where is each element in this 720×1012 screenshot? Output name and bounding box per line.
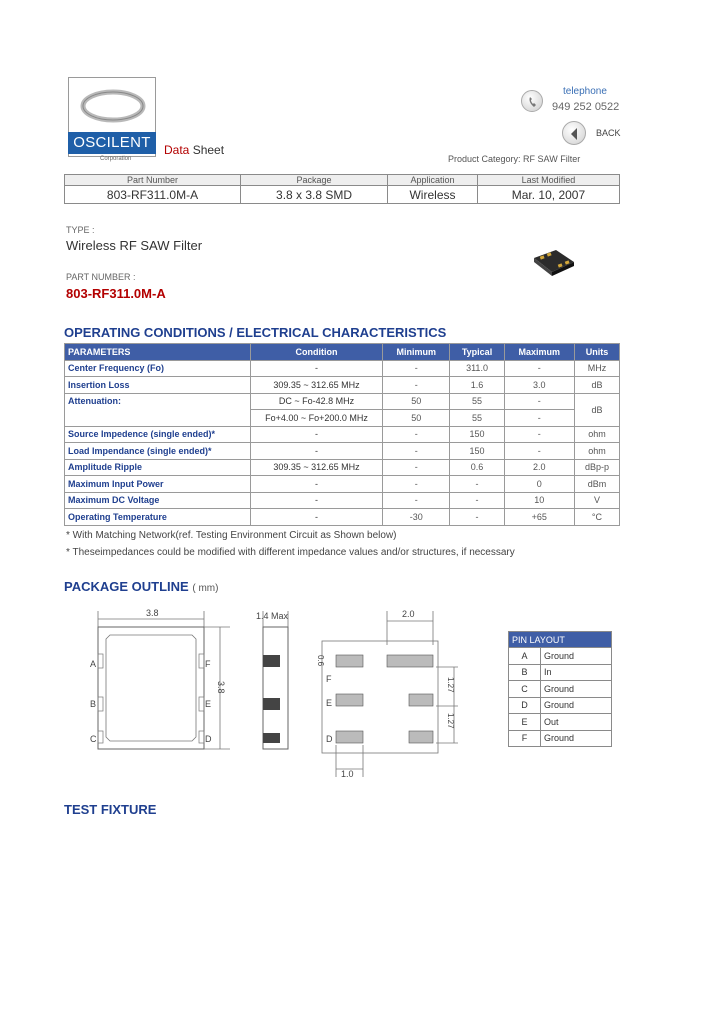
pin-letter: C [509, 681, 541, 698]
table-row [65, 377, 620, 394]
param-unit: dBp-p [574, 459, 619, 476]
table-row [509, 664, 612, 681]
param-min: -30 [383, 509, 450, 526]
param-condition: - [251, 443, 383, 460]
param-name: Center Frequency (Fo) [65, 360, 251, 377]
pin-letter: A [509, 648, 541, 665]
package-outline-drawing [80, 605, 500, 785]
param-max: - [504, 443, 574, 460]
note-impedances: * Theseimpedances could be modified with different impedance values and/or structures, if necessary [66, 547, 515, 558]
param-condition: - [251, 476, 383, 493]
dim-pad-span: 2.0 [402, 609, 415, 619]
col-minimum: Minimum [383, 344, 450, 361]
param-condition: 309.35 ~ 312.65 MHz [251, 459, 383, 476]
pin-letter: E [509, 714, 541, 731]
dim-pad-width: 1.0 [341, 769, 354, 779]
param-condition: 309.35 ~ 312.65 MHz [251, 377, 383, 394]
logo-ring-icon [69, 78, 157, 134]
param-unit: ohm [574, 443, 619, 460]
data-sheet-word-a: Data [164, 143, 190, 157]
param-typ: 55 [450, 393, 504, 410]
pin-label-b: B [90, 699, 97, 709]
param-name: Maximum DC Voltage [65, 492, 251, 509]
param-condition: DC ~ Fo-42.8 MHz [251, 393, 383, 410]
param-unit: V [574, 492, 619, 509]
telephone-number[interactable]: 949 252 0522 [552, 101, 620, 113]
param-min: 50 [383, 410, 450, 427]
dim-pad-height: 0.6 [316, 655, 325, 667]
pin-label-c: C [90, 734, 97, 744]
param-unit: MHz [574, 360, 619, 377]
param-max: 10 [504, 492, 574, 509]
param-max: 3.0 [504, 377, 574, 394]
pin-label-d: D [205, 734, 212, 744]
param-min: - [383, 476, 450, 493]
table-row [509, 714, 612, 731]
data-sheet-word-b: Sheet [192, 143, 225, 157]
param-typ: - [450, 476, 504, 493]
package-side-view [256, 611, 289, 749]
product-category: Product Category: RF SAW Filter [448, 154, 581, 164]
type-label: TYPE : [66, 225, 95, 235]
package-outline-title: PACKAGE OUTLINE [64, 579, 189, 594]
value-part-number: 803-RF311.0M-A [65, 186, 241, 204]
param-name: Load Impendance (single ended)* [65, 443, 251, 460]
param-max: 0 [504, 476, 574, 493]
test-fixture-heading: TEST FIXTURE [64, 802, 157, 817]
pin-letter: D [509, 697, 541, 714]
param-min: 50 [383, 393, 450, 410]
param-condition: - [251, 492, 383, 509]
pin-function: In [541, 664, 612, 681]
param-typ: - [450, 509, 504, 526]
phone-icon[interactable] [521, 90, 543, 112]
pin-layout-table [508, 631, 612, 747]
value-last-modified: Mar. 10, 2007 [477, 186, 619, 204]
logo-corporation: Corporation [100, 156, 132, 162]
part-number-value: 803-RF311.0M-A [66, 286, 166, 301]
dim-pitch-2: 1.27 [446, 713, 455, 729]
table-row [509, 648, 612, 665]
part-info-value-row [65, 186, 620, 204]
pin-label-e: E [205, 699, 212, 709]
pin-function: Out [541, 714, 612, 731]
footprint-pin-f: F [326, 674, 332, 684]
table-row [65, 459, 620, 476]
header-last-modified: Last Modified [477, 175, 619, 186]
pin-function: Ground [541, 648, 612, 665]
table-row [65, 509, 620, 526]
back-link[interactable]: BACK [596, 128, 621, 138]
pin-label-f: F [205, 659, 211, 669]
col-typical: Typical [450, 344, 504, 361]
param-max: - [504, 360, 574, 377]
param-unit: ohm [574, 426, 619, 443]
saw-filter-chip-image [530, 246, 576, 276]
table-row [509, 697, 612, 714]
part-info-table [64, 174, 620, 204]
param-min: - [383, 426, 450, 443]
param-condition: - [251, 360, 383, 377]
param-unit: dB [574, 377, 619, 394]
footprint-pin-d: D [326, 734, 333, 744]
param-unit: dBm [574, 476, 619, 493]
value-application: Wireless [388, 186, 478, 204]
note-matching-network: * With Matching Network(ref. Testing Environment Circuit as Shown below) [66, 530, 397, 541]
pin-letter: B [509, 664, 541, 681]
header-part-number: Part Number [65, 175, 241, 186]
param-min: - [383, 360, 450, 377]
param-name: Operating Temperature [65, 509, 251, 526]
value-package: 3.8 x 3.8 SMD [241, 186, 388, 204]
electrical-characteristics-table [64, 343, 620, 526]
dim-width: 3.8 [146, 608, 159, 618]
header-package: Package [241, 175, 388, 186]
param-typ: 311.0 [450, 360, 504, 377]
param-name: Amplitude Ripple [65, 459, 251, 476]
table-row [65, 476, 620, 493]
param-typ: 150 [450, 443, 504, 460]
telephone-label: telephone [563, 86, 607, 97]
package-footprint-view [316, 609, 458, 779]
dim-height: 3.8 [216, 681, 226, 694]
pin-letter: F [509, 730, 541, 747]
table-row [65, 360, 620, 377]
col-condition: Condition [251, 344, 383, 361]
param-typ: 0.6 [450, 459, 504, 476]
param-max: - [504, 410, 574, 427]
param-max: +65 [504, 509, 574, 526]
dim-pitch-1: 1.27 [446, 677, 455, 693]
pin-layout-title: PIN LAYOUT [509, 632, 612, 648]
param-typ: 55 [450, 410, 504, 427]
table-row [509, 730, 612, 747]
package-outline-unit: ( mm) [192, 583, 219, 594]
table-row [65, 393, 620, 410]
pin-function: Ground [541, 697, 612, 714]
param-name: Attenuation: [65, 393, 251, 426]
param-name: Maximum Input Power [65, 476, 251, 493]
table-row [509, 681, 612, 698]
param-unit: °C [574, 509, 619, 526]
pin-function: Ground [541, 730, 612, 747]
param-max: 2.0 [504, 459, 574, 476]
col-parameters: PARAMETERS [65, 344, 251, 361]
part-number-label: PART NUMBER : [66, 272, 136, 282]
param-typ: - [450, 492, 504, 509]
pin-function: Ground [541, 681, 612, 698]
param-min: - [383, 377, 450, 394]
type-value: Wireless RF SAW Filter [66, 238, 203, 253]
package-outline-heading [64, 579, 218, 594]
param-min: - [383, 443, 450, 460]
header-application: Application [388, 175, 478, 186]
package-top-view [90, 608, 230, 749]
col-maximum: Maximum [504, 344, 574, 361]
table-row [65, 492, 620, 509]
pin-layout-header-row [509, 632, 612, 648]
param-condition: Fo+4.00 ~ Fo+200.0 MHz [251, 410, 383, 427]
pin-label-a: A [90, 659, 97, 669]
data-sheet-title [164, 143, 224, 157]
part-info-header-row [65, 175, 620, 186]
spec-header-row [65, 344, 620, 361]
param-condition: - [251, 426, 383, 443]
footprint-pin-e: E [326, 698, 333, 708]
param-unit: dB [574, 393, 619, 426]
table-row [65, 443, 620, 460]
param-typ: 1.6 [450, 377, 504, 394]
param-max: - [504, 393, 574, 410]
logo-wordmark: OSCILENT [68, 132, 156, 154]
param-typ: 150 [450, 426, 504, 443]
operating-conditions-heading: OPERATING CONDITIONS / ELECTRICAL CHARACTERISTICS [64, 325, 447, 340]
param-condition: - [251, 509, 383, 526]
table-row [65, 426, 620, 443]
param-name: Insertion Loss [65, 377, 251, 394]
col-units: Units [574, 344, 619, 361]
param-max: - [504, 426, 574, 443]
param-name: Source Impedence (single ended)* [65, 426, 251, 443]
back-arrow-icon[interactable] [562, 121, 586, 145]
dim-max-height: 1.4 Max [256, 611, 289, 621]
param-min: - [383, 459, 450, 476]
param-min: - [383, 492, 450, 509]
